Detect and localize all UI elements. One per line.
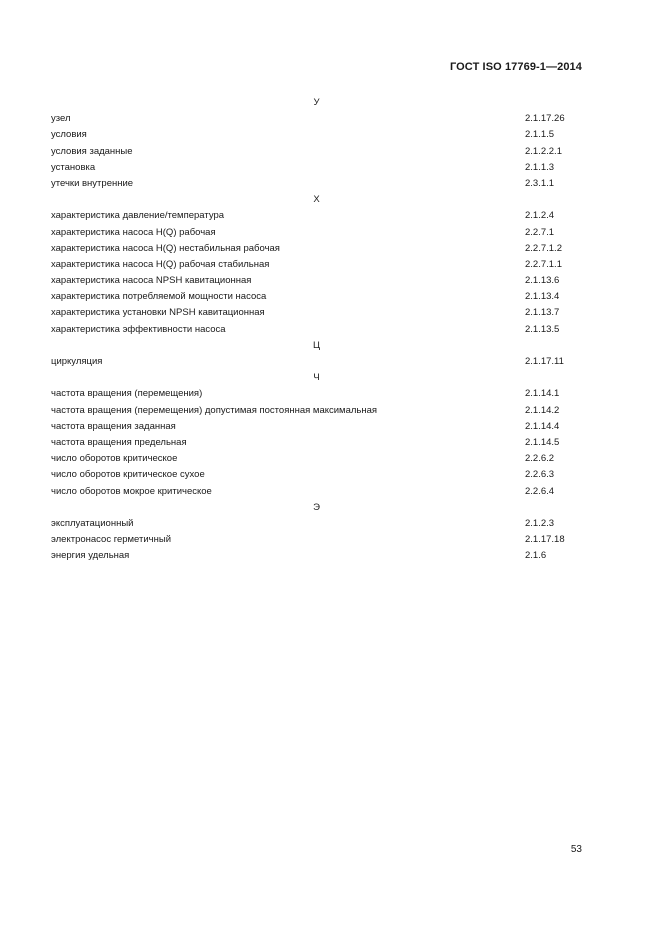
section-letter: Ц (312, 339, 321, 351)
entry-term: характеристика эффективности насоса (51, 323, 226, 335)
entry-reference: 2.1.14.5 (525, 436, 560, 448)
index-entry (51, 111, 582, 127)
entry-reference: 2.1.1.5 (525, 129, 555, 141)
entry-reference: 2.1.13.5 (525, 323, 560, 335)
index-entry (51, 208, 582, 224)
section-letter: Э (313, 501, 320, 513)
index-entry (51, 419, 582, 435)
entry-reference: 2.1.17.18 (525, 534, 565, 546)
entry-reference: 2.1.6 (525, 550, 547, 562)
index-entry (51, 354, 582, 370)
index-entry (51, 484, 582, 500)
entry-reference: 2.1.2.3 (525, 517, 555, 529)
entry-reference: 2.1.13.7 (525, 307, 560, 319)
entry-term: частота вращения предельная (51, 436, 187, 448)
index-entry (51, 127, 582, 143)
entry-term: частота вращения (перемещения) (51, 388, 203, 400)
index-entry (51, 467, 582, 483)
entry-reference: 2.1.17.26 (525, 113, 565, 125)
section-letter: Ч (313, 372, 320, 384)
entry-term: характеристика установки NPSH кавитационная (51, 307, 265, 319)
index-entry (51, 322, 582, 338)
entry-term: частота вращения заданная (51, 420, 176, 432)
index-entry (51, 257, 582, 273)
entry-reference: 2.2.7.1.1 (525, 258, 562, 270)
entry-reference: 2.2.7.1.2 (525, 242, 562, 254)
index-entry (51, 451, 582, 467)
entry-reference: 2.1.13.4 (525, 291, 560, 303)
entry-reference: 2.1.14.2 (525, 404, 560, 416)
entry-term: характеристика насоса H(Q) рабочая стабильная (51, 258, 270, 270)
entry-term: эксплуатационный (51, 517, 134, 529)
entry-term: число оборотов мокрое критическое (51, 485, 212, 497)
entry-term: характеристика давление/температура (51, 210, 225, 222)
index-entry (51, 532, 582, 548)
index-entry (51, 516, 582, 532)
index-entry (51, 435, 582, 451)
entry-term: характеристика насоса NPSH кавитационная (51, 275, 252, 287)
entry-reference: 2.2.6.2 (525, 453, 555, 465)
entry-term: утечки внутренние (51, 177, 134, 189)
entry-reference: 2.3.1.1 (525, 177, 555, 189)
entry-term: узел (51, 113, 71, 125)
entry-term: условия заданные (51, 145, 133, 157)
term-index (51, 95, 582, 564)
index-entry (51, 144, 582, 160)
entry-reference: 2.2.6.4 (525, 485, 555, 497)
entry-term: условия (51, 129, 87, 141)
entry-reference: 2.1.13.6 (525, 275, 560, 287)
entry-term: число оборотов критическое сухое (51, 469, 205, 481)
index-entry (51, 241, 582, 257)
index-entry (51, 386, 582, 402)
entry-term: установка (51, 161, 96, 173)
index-entry (51, 176, 582, 192)
entry-term: частота вращения (перемещения) допустимая постоянная максимальная (51, 404, 378, 416)
entry-reference: 2.1.14.1 (525, 388, 560, 400)
entry-term: характеристика потребляемой мощности насоса (51, 291, 267, 303)
entry-reference: 2.2.6.3 (525, 469, 555, 481)
index-entry (51, 273, 582, 289)
entry-reference: 2.1.17.11 (525, 356, 564, 367)
entry-term: энергия удельная (51, 550, 130, 562)
section-letter: Х (313, 194, 320, 206)
entry-term: циркуляция (51, 356, 103, 367)
entry-reference: 2.1.14.4 (525, 420, 560, 432)
index-entry (51, 548, 582, 564)
entry-reference: 2.2.7.1 (525, 226, 555, 238)
entry-term: число оборотов критическое (51, 453, 178, 465)
entry-reference: 2.1.2.2.1 (525, 145, 562, 157)
index-entry (51, 305, 582, 321)
index-entry (51, 289, 582, 305)
index-entry (51, 403, 582, 419)
index-entry (51, 225, 582, 241)
entry-reference: 2.1.2.4 (525, 210, 555, 222)
document-header: ГОСТ ISO 17769-1—2014 (449, 61, 582, 73)
entry-term: характеристика насоса H(Q) нестабильная рабочая (51, 242, 280, 254)
page-number: 53 (570, 844, 582, 855)
index-entry (51, 160, 582, 176)
entry-reference: 2.1.1.3 (525, 161, 555, 173)
entry-term: характеристика насоса H(Q) рабочая (51, 226, 216, 238)
entry-term: электронасос герметичный (51, 534, 172, 546)
section-letter: У (313, 97, 320, 108)
